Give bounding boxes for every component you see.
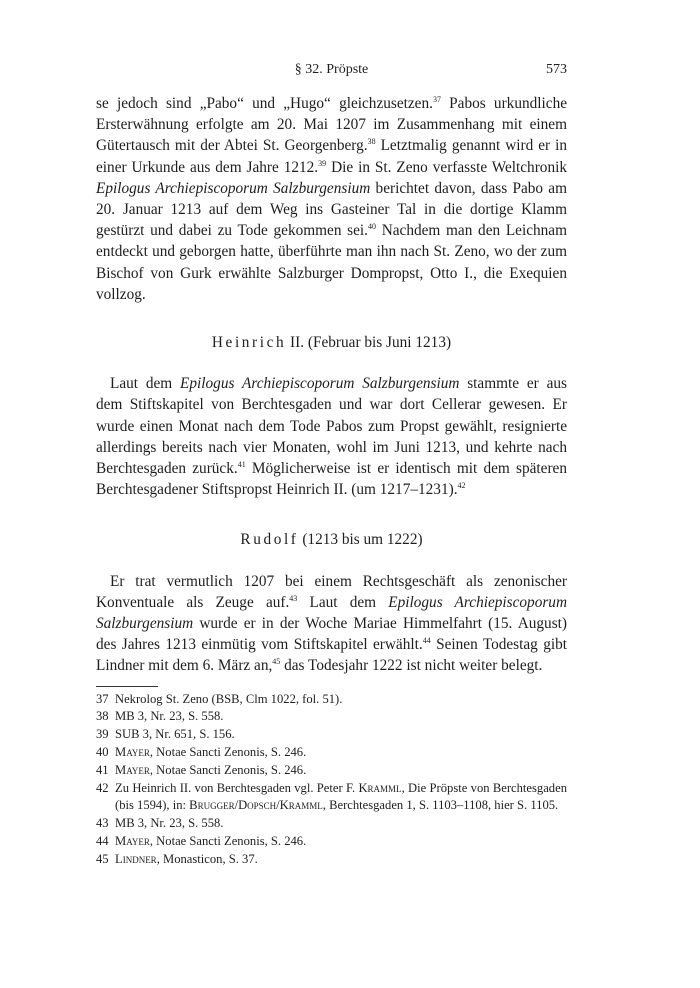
text-run: , Berchtesgaden 1, S. 1103–1108, hier S. 1105. xyxy=(322,798,559,813)
footnote-number: 43 xyxy=(96,816,109,831)
work-title: Epilogus Archiepiscoporum Salzburgensium xyxy=(96,179,371,197)
text-run: MB 3, Nr. 23, S. 558. xyxy=(115,816,224,831)
text-run: stammte er aus dem Stiftskapitel von Berchtesgaden und war dort Cellerar gewesen. Er wurde einen Monat nach dem Tode Pabos zum Propst gewählt, resignierte allerdings bereits nach vier Monaten, wohl im Juni 1213, und kehrte nach Berchtesgaden zurück. xyxy=(96,375,567,478)
text-run: se jedoch sind „Pabo“ und „Hugo“ gleichzusetzen. xyxy=(96,95,433,112)
paragraph-heinrich xyxy=(96,373,567,500)
heading-name: Rudolf xyxy=(240,531,299,549)
text-run: , Notae Sancti Zenonis, S. 246. xyxy=(149,745,307,760)
text-run: berichtet davon, dass Pabo am 20. Januar 1213 auf dem Weg ins Gasteiner Tal in die dortige Klamm gestürzt und dabei zu Tode gekommen sei. xyxy=(96,179,567,240)
running-header xyxy=(96,62,567,82)
text-run: SUB 3, Nr. 651, S. 156. xyxy=(115,727,235,742)
footnote xyxy=(96,780,567,816)
text-run: Er trat vermutlich 1207 bei einem Rechtsgeschäft als zenonischer Konventuale als Zeuge auf. xyxy=(96,572,567,611)
footnote-number: 38 xyxy=(96,709,109,724)
author-name: Mayer xyxy=(115,745,150,760)
heading-dates: II. (Februar bis Juni 1213) xyxy=(286,334,452,352)
footnote-ref[interactable]: 41 xyxy=(237,460,246,470)
text-run: Letztmalig genannt wird er in einer Urkunde aus dem Jahre 1212. xyxy=(96,137,567,176)
author-name: Mayer xyxy=(115,834,150,849)
text-run: Nachdem man den Leichnam entdeckt und geborgen hatte, überführte man ihn nach St. Zeno, wo der zum Bischof von Gurk erwählte Salzburger Dompropst, Otto I., die Exequien vollzog. xyxy=(96,222,567,303)
text-run: MB 3, Nr. 23, S. 558. xyxy=(115,709,224,724)
footnote xyxy=(96,833,567,851)
footnote-ref[interactable]: 45 xyxy=(272,657,281,667)
footnote-text xyxy=(115,780,567,816)
footnote-number: 37 xyxy=(96,691,109,706)
footnote-number: 45 xyxy=(96,851,109,866)
footnote-text xyxy=(115,815,567,833)
text-run: , Die Pröpste von Berchtesgaden (bis 1594), in: xyxy=(115,780,567,813)
text-run: Seinen Todestag gibt Lindner mit dem 6. März an, xyxy=(96,636,567,675)
footnote-ref[interactable]: 39 xyxy=(318,158,327,168)
footnote-text xyxy=(115,744,567,762)
footnote-ref[interactable]: 38 xyxy=(367,137,376,147)
footnote-number: 42 xyxy=(96,780,109,795)
footnote-text xyxy=(115,691,567,709)
footnote-divider xyxy=(96,686,158,687)
footnote-text xyxy=(115,833,567,851)
footnotes xyxy=(96,691,567,869)
paragraph-rudolf xyxy=(96,571,567,677)
text-run: Nekrolog St. Zeno (BSB, Clm 1022, fol. 51). xyxy=(115,691,343,706)
footnote xyxy=(96,851,567,869)
page xyxy=(96,62,567,869)
footnote xyxy=(96,815,567,833)
text-run: das Todesjahr 1222 ist nicht weiter belegt. xyxy=(280,657,543,675)
footnote-text xyxy=(115,726,567,744)
footnote-text xyxy=(115,708,567,726)
author-name: Lindner xyxy=(115,851,157,866)
section-title: § 32. Pröpste xyxy=(294,62,369,77)
footnote xyxy=(96,691,567,709)
footnote-ref[interactable]: 44 xyxy=(422,636,431,646)
footnote-number: 44 xyxy=(96,834,109,849)
section-heading-heinrich xyxy=(96,332,567,353)
text-run: Möglicherweise ist er identisch mit dem späteren Berchtesgadener Stiftspropst Heinrich II. (um 1217–1231). xyxy=(96,460,567,499)
footnote-number: 40 xyxy=(96,745,109,760)
text-run: , Notae Sancti Zenonis, S. 246. xyxy=(149,762,307,777)
footnote-ref[interactable]: 40 xyxy=(368,222,376,232)
footnote-text xyxy=(115,851,567,869)
text-run: Zu Heinrich II. von Berchtesgaden vgl. Peter F. xyxy=(115,780,359,795)
heading-dates: (1213 bis um 1222) xyxy=(298,531,423,549)
footnote-number: 39 xyxy=(96,727,109,742)
paragraph-pabo xyxy=(96,93,567,305)
footnote xyxy=(96,762,567,780)
footnote-ref[interactable]: 42 xyxy=(457,481,466,491)
work-title: Epilogus Archiepiscoporum Salzburgensium xyxy=(180,375,460,393)
footnote-number: 41 xyxy=(96,762,109,777)
heading-name: Heinrich xyxy=(211,334,287,352)
author-name: Kramml xyxy=(358,780,402,795)
text-run: , Monasticon, S. 37. xyxy=(156,851,258,866)
author-name: Brugger/Dopsch/Kramml xyxy=(189,798,323,813)
footnote xyxy=(96,726,567,744)
text-run: Die in St. Zeno verfasste Weltchronik xyxy=(326,158,567,176)
main-text xyxy=(96,93,567,677)
text-run: Laut dem xyxy=(297,593,389,611)
text-run: Pabos urkundliche Ersterwähnung erfolgte am 20. Mai 1207 im Zusammenhang mit einem Gütertausch mit der Abtei St. Georgenberg. xyxy=(96,95,568,155)
text-run: Laut dem xyxy=(110,375,181,393)
text-run: wurde er in der Woche Mariae Himmelfahrt (15. August) des Jahres 1213 einmütig vom Stiftskapitel erwählt. xyxy=(96,615,567,654)
footnote xyxy=(96,708,567,726)
text-run: , Notae Sancti Zenonis, S. 246. xyxy=(149,834,307,849)
footnote-ref[interactable]: 43 xyxy=(289,593,298,603)
footnote-text xyxy=(115,762,567,780)
section-heading-rudolf xyxy=(96,529,567,550)
author-name: Mayer xyxy=(115,762,150,777)
page-number: 573 xyxy=(546,62,567,77)
footnote xyxy=(96,744,567,762)
work-title: Epilogus Archiepiscoporum Salzburgensium xyxy=(96,593,567,633)
footnote-ref[interactable]: 37 xyxy=(432,95,441,104)
